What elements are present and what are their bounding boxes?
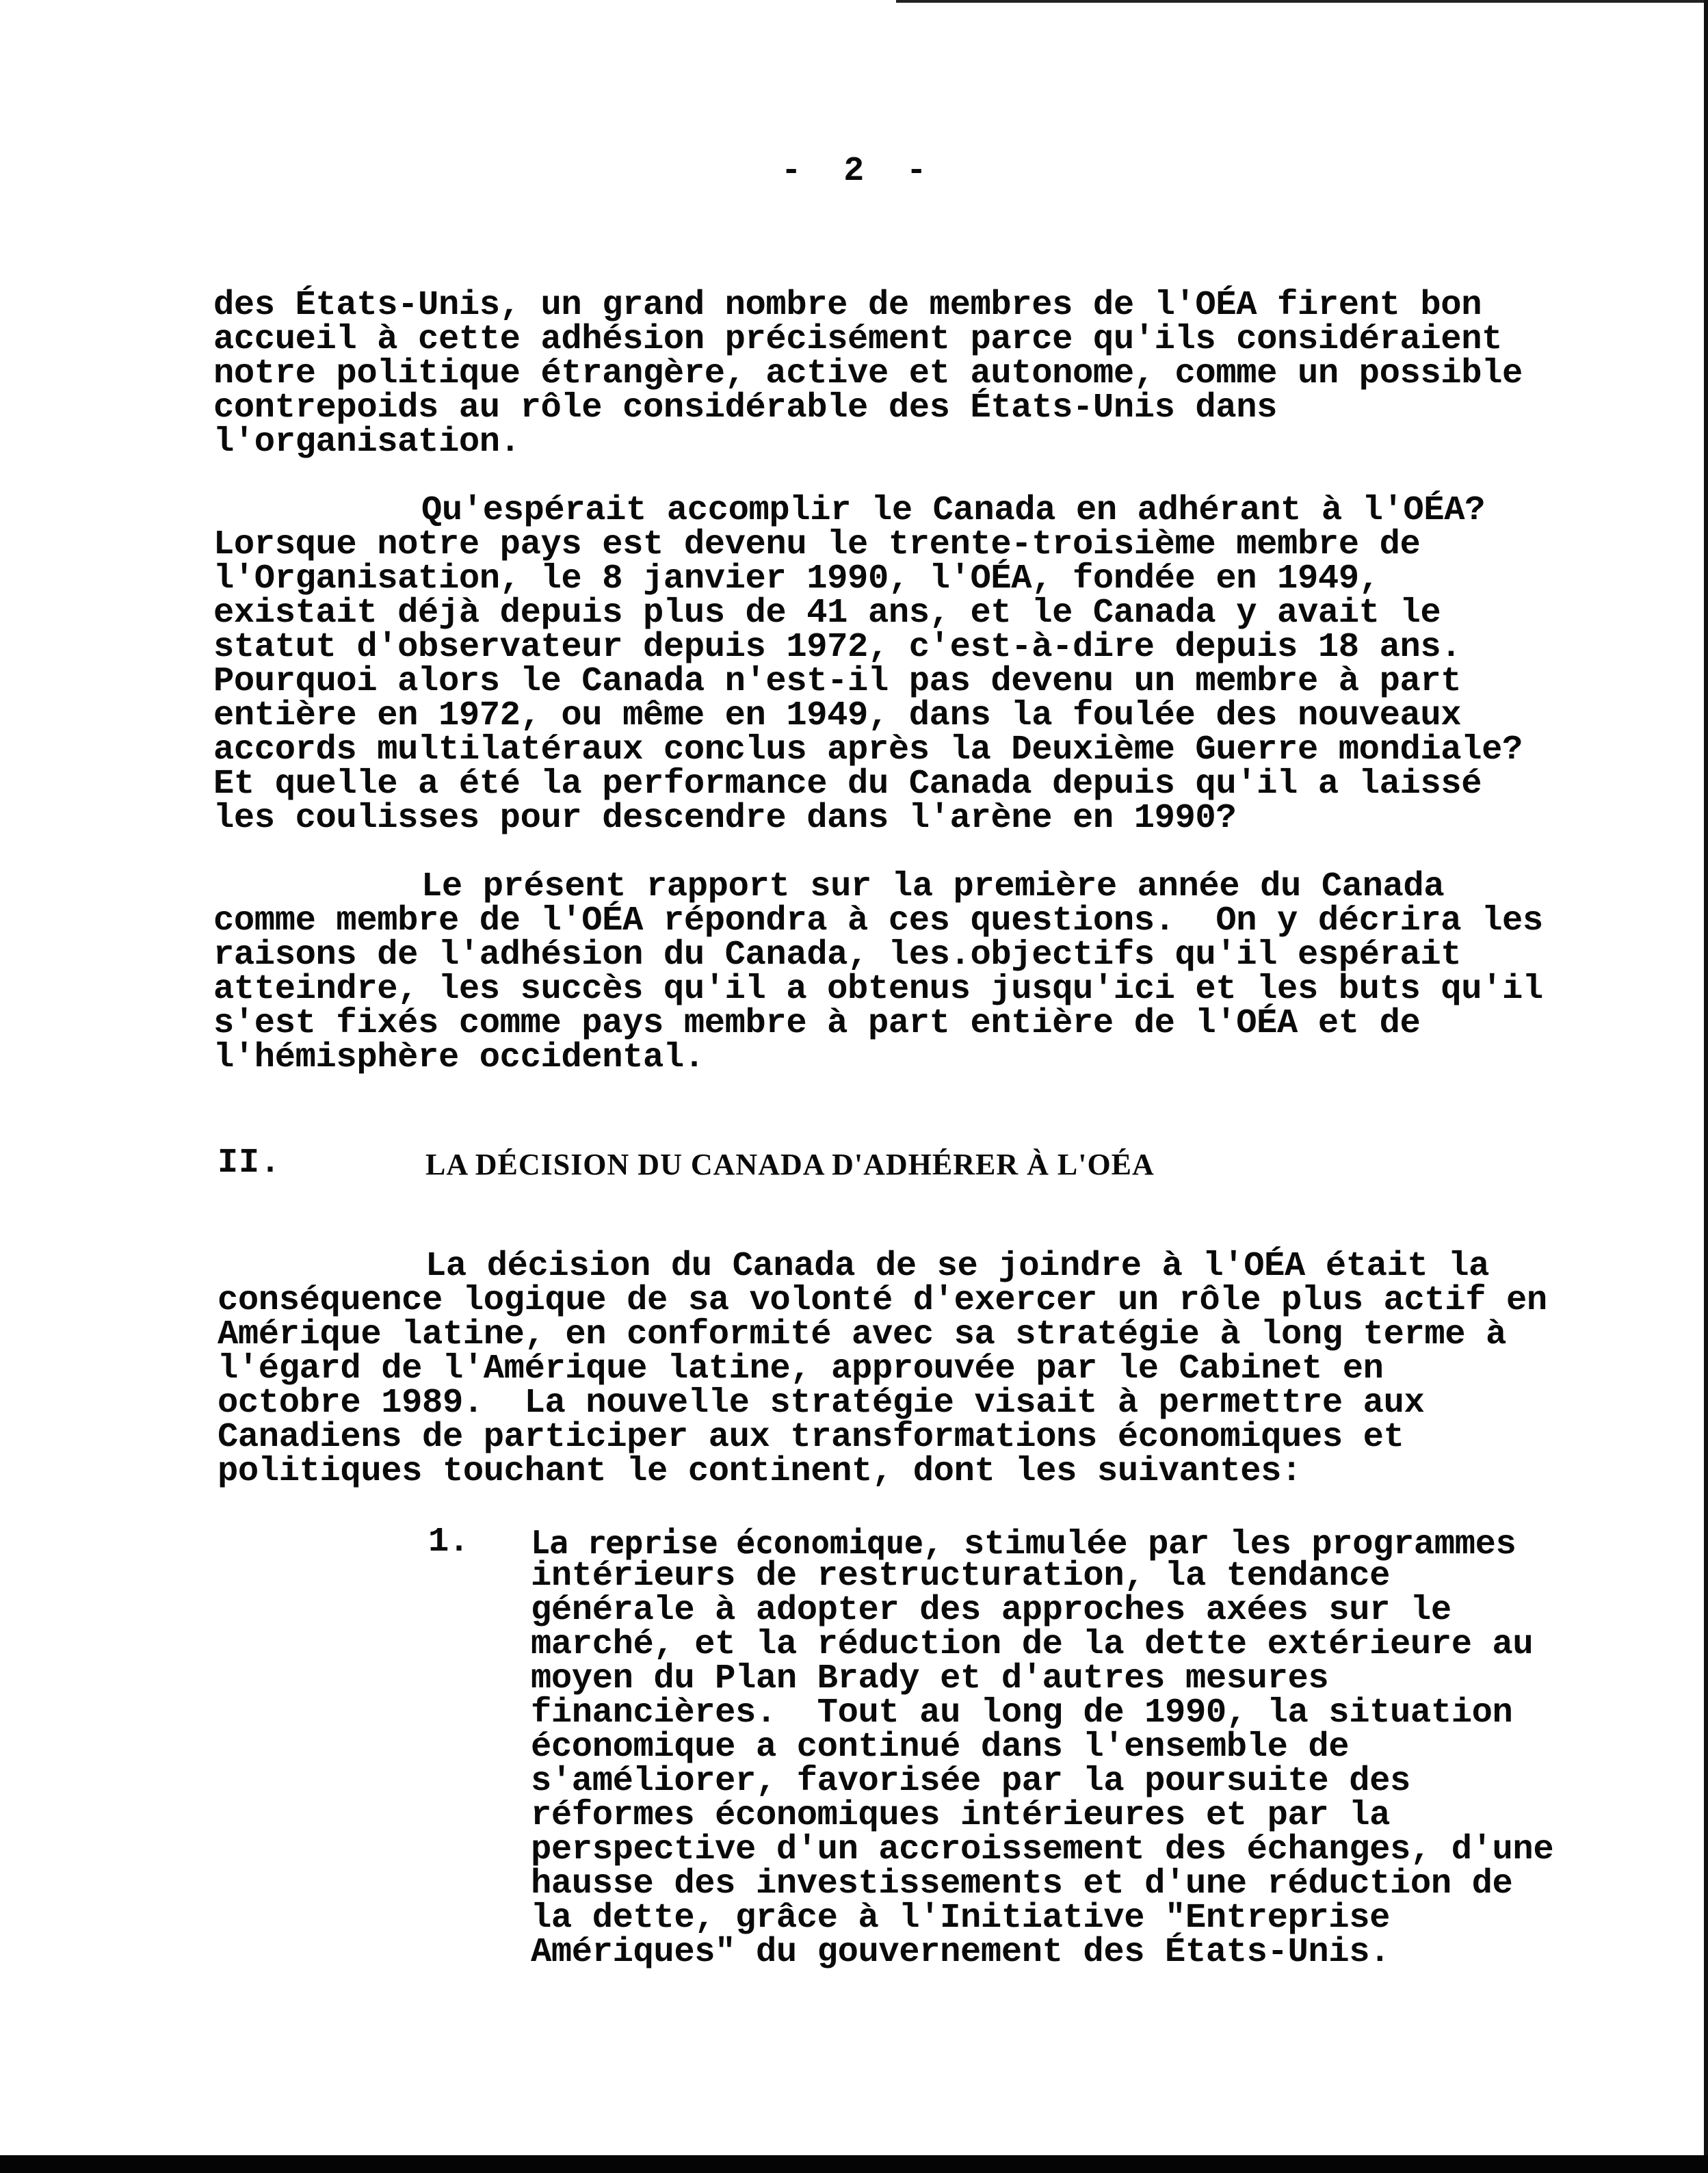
para4-line: octobre 1989. La nouvelle stratégie visait à permettre aux <box>218 1384 1425 1423</box>
scan-edge-bottom <box>0 2155 1708 2173</box>
para3-line: atteindre, les succès qu'il a obtenus jusqu'ici et les buts qu'il <box>213 970 1543 1009</box>
para2-line: Et quelle a été la performance du Canada depuis qu'il a laissé <box>213 765 1482 804</box>
list-item-line: moyen du Plan Brady et d'autres mesures <box>531 1659 1329 1698</box>
para4-line: politiques touchant le continent, dont les suivantes: <box>218 1452 1302 1491</box>
para2-line: Qu'espérait accomplir le Canada en adhérant à l'OÉA? <box>421 491 1486 530</box>
para1-line: des États-Unis, un grand nombre de membres de l'OÉA firent bon <box>213 286 1482 325</box>
page-number: - 2 - <box>780 152 928 191</box>
para4-line: conséquence logique de sa volonté d'exercer un rôle plus actif en <box>218 1281 1547 1320</box>
para4-line: l'égard de l'Amérique latine, approuvée par le Cabinet en <box>218 1349 1384 1388</box>
list-item-line: financières. Tout au long de 1990, la situation <box>531 1694 1513 1733</box>
para2-line: Pourquoi alors le Canada n'est-il pas devenu un membre à part <box>213 662 1462 701</box>
para2-line: accords multilatéraux conclus après la Deuxième Guerre mondiale? <box>213 730 1523 769</box>
para2-line: Lorsque notre pays est devenu le trente-troisième membre de <box>213 525 1421 564</box>
list-item-line: hausse des investissements et d'une réduction de <box>531 1865 1513 1904</box>
para1-line: notre politique étrangère, active et autonome, comme un possible <box>213 354 1523 393</box>
list-item-first-rest: , stimulée par les programmes <box>923 1525 1516 1564</box>
list-item-line: perspective d'un accroissement des échanges, d'une <box>531 1830 1554 1869</box>
para3-line: Le présent rapport sur la première année du Canada <box>421 867 1445 906</box>
para2-line: les coulisses pour descendre dans l'arène en 1990? <box>213 799 1237 838</box>
list-item-line: Amériques" du gouvernement des États-Unis. <box>531 1933 1391 1972</box>
list-item-line: intérieurs de restructuration, la tendance <box>531 1557 1391 1596</box>
para2-line: entière en 1972, ou même en 1949, dans la foulée des nouveaux <box>213 696 1462 735</box>
list-item-line: réformes économiques intérieures et par la <box>531 1796 1391 1835</box>
para2-line: l'Organisation, le 8 janvier 1990, l'OÉA, fondée en 1949, <box>213 559 1380 598</box>
para3-line: raisons de l'adhésion du Canada, les.objectifs qu'il espérait <box>213 936 1462 975</box>
para2-line: statut d'observateur depuis 1972, c'est-à-dire depuis 18 ans. <box>213 628 1462 667</box>
para3-line: l'hémisphère occidental. <box>213 1038 705 1077</box>
para3-line: s'est fixés comme pays membre à part entière de l'OÉA et de <box>213 1004 1421 1043</box>
para4-line: La décision du Canada de se joindre à l'OÉA était la <box>425 1247 1490 1286</box>
list-item-line: générale à adopter des approches axées sur le <box>531 1591 1451 1630</box>
para4-line: Amérique latine, en conformité avec sa stratégie à long terme à <box>218 1315 1507 1354</box>
para1-line: contrepoids au rôle considérable des États-Unis dans <box>213 388 1278 427</box>
para4-line: Canadiens de participer aux transformations économiques et <box>218 1418 1404 1457</box>
section-number: II. <box>218 1144 282 1183</box>
para3-line: comme membre de l'OÉA répondra à ces questions. On y décrira les <box>213 901 1543 940</box>
list-item-number: 1. <box>428 1523 469 1562</box>
section-title: LA DÉCISION DU CANADA D'ADHÉRER À L'OÉA <box>425 1148 1155 1181</box>
scan-edge-right <box>1704 0 1708 2173</box>
para2-line: existait déjà depuis plus de 41 ans, et le Canada y avait le <box>213 594 1441 633</box>
list-item-line: s'améliorer, favorisée par la poursuite des <box>531 1762 1410 1801</box>
para1-line: l'organisation. <box>213 423 521 462</box>
list-item-line: marché, et la réduction de la dette extérieure au <box>531 1625 1534 1664</box>
scan-edge-top <box>896 0 1708 3</box>
list-item-line: économique a continué dans l'ensemble de <box>531 1728 1350 1767</box>
list-item-line: la dette, grâce à l'Initiative "Entreprise <box>531 1899 1391 1938</box>
list-item-bold-lead: La reprise économique <box>531 1524 923 1561</box>
para1-line: accueil à cette adhésion précisément parce qu'ils considéraient <box>213 320 1503 359</box>
